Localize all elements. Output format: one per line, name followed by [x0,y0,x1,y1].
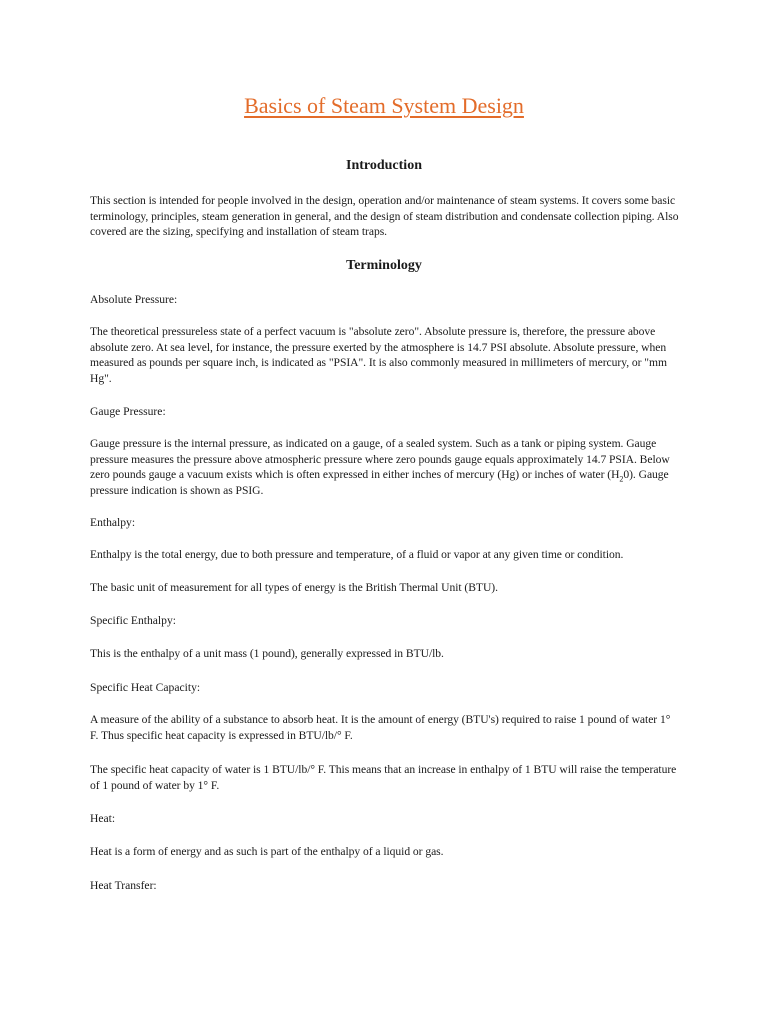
gauge-pressure-text-part1: Gauge pressure is the internal pressure, as indicated on a gauge, of a sealed system. Such as a tank or piping system. Gauge pressure measures the pressure above atmospheric pressure where zero pounds gauge equals approximately 14.7 PSIA. Below zero pounds gauge a vacuum exists which is often expressed in either inches of mercury (Hg) or inches of water (H [90,437,670,481]
water-subscript: 2 [619,474,624,484]
document-title: Basics of Steam System Design [244,93,524,118]
term-label-heat: Heat: [90,812,116,825]
term-body-absolute-pressure: The theoretical pressureless state of a perfect vacuum is "absolute zero". Absolute pressure is, therefore, the pressure above absolute zero. At sea level, for instance, the pressure exerted by the atmosphere is 14.7 PSI absolute. Absolute pressure, when measured as pounds per square inch, is indicated as "PSIA". It is also commonly measured in millimeters of mercury, or "mm Hg". [90,325,667,385]
term-label-heat-transfer: Heat Transfer: [90,879,157,892]
introduction-paragraph: This section is intended for people involved in the design, operation and/or maintenance of steam systems. It covers some basic terminology, principles, steam generation in general, and the design of steam distribution and condensate collection piping. Also covered are the sizing, specifying and installation of steam traps. [90,194,679,238]
term-label-specific-enthalpy: Specific Enthalpy: [90,614,176,627]
term-body-specific-heat-capacity-water: The specific heat capacity of water is 1 BTU/lb/° F. This means that an increase in enthalpy of 1 BTU will raise the temperature of 1 pound of water by 1° F. [90,763,677,792]
term-label-gauge-pressure: Gauge Pressure: [90,405,166,418]
section-heading-introduction: Introduction [346,158,422,173]
term-label-absolute-pressure: Absolute Pressure: [90,293,178,306]
term-label-specific-heat-capacity: Specific Heat Capacity: [90,681,201,694]
term-body-enthalpy-btu: The basic unit of measurement for all types of energy is the British Thermal Unit (BTU). [90,581,498,594]
term-body-heat: Heat is a form of energy and as such is part of the enthalpy of a liquid or gas. [90,845,444,858]
term-body-enthalpy: Enthalpy is the total energy, due to both pressure and temperature, of a fluid or vapor at any given time or condition. [90,548,624,561]
term-body-specific-heat-capacity: A measure of the ability of a substance to absorb heat. It is the amount of energy (BTU's) required to raise 1 pound of water 1° F. Thus specific heat capacity is expressed in BTU/lb/° F. [90,713,671,742]
term-body-gauge-pressure [90,436,680,498]
term-label-enthalpy: Enthalpy: [90,516,136,529]
gauge-pressure-text-part2: 0). Gauge pressure indication is shown as PSIG. [90,468,669,497]
term-body-specific-enthalpy: This is the enthalpy of a unit mass (1 pound), generally expressed in BTU/lb. [90,647,444,660]
section-heading-terminology: Terminology [346,258,422,273]
